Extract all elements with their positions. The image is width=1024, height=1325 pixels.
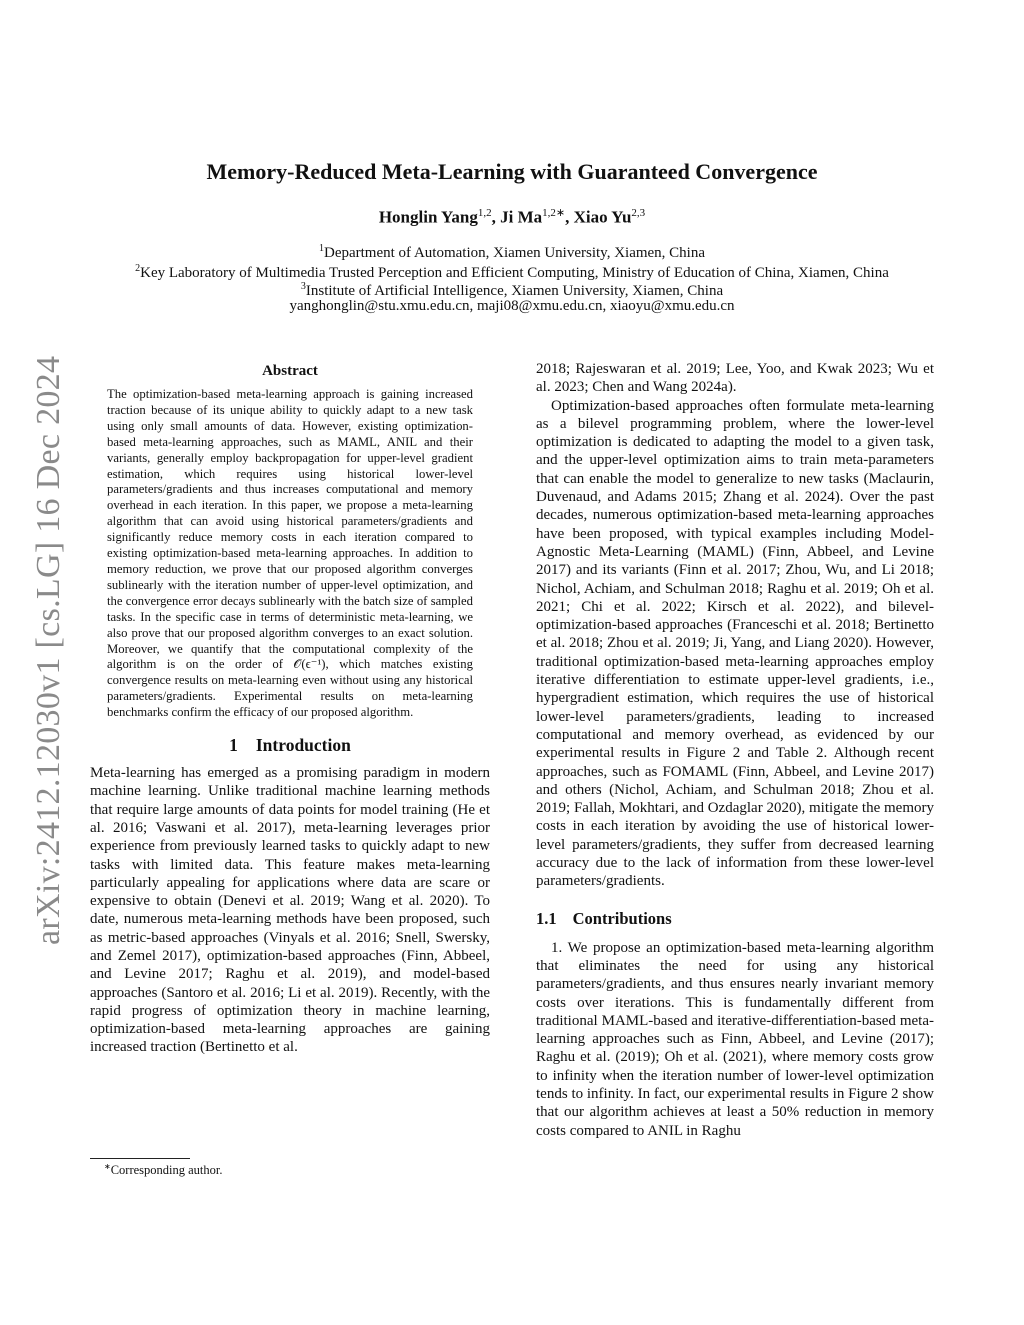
- introduction-paragraph-continued: 2018; Rajeswaran et al. 2019; Lee, Yoo, and Kwak 2023; Wu et al. 2023; Chen and Wang 2024a).: [536, 361, 934, 396]
- subsection-heading-contributions: [536, 909, 934, 929]
- affiliation-marker: 2: [135, 263, 141, 274]
- affiliation-marker: 1: [318, 243, 324, 254]
- author-separator: ,: [565, 207, 574, 227]
- author-affiliation-marker: 1,2∗: [542, 207, 566, 219]
- abstract-heading: Abstract: [262, 363, 318, 379]
- contribution-item: 1. We propose an optimization-based meta-learning algorithm that eliminates the need for using any historical parameters/gradients, and thus ensures nearly invariant memory costs over iterations. This is fundamentally different from traditional MAML-based and iterative-differentiation-based meta-learning approaches such as Finn, Abbeel, and Levine (2017); Raghu et al. (2019); Oh et al. (2021), where memory costs grow to infinity when the iteration number of lower-level optimization tends to infinity. In fact, our experimental results in Figure 2 show that our algorithm achieves at least a 50% reduction in memory costs compared to ANIL in Raghu: [536, 939, 934, 1139]
- affiliation-text: Key Laboratory of Multimedia Trusted Perception and Efficient Computing, Ministry of Education of China, Xiamen, China: [140, 265, 889, 281]
- author-affiliation-marker: 2,3: [631, 207, 646, 219]
- subsection-number: 1.1: [536, 908, 557, 928]
- section-heading-introduction: [90, 735, 490, 756]
- abstract-text: The optimization-based meta-learning approach is gaining increased traction because of its unique ability to quickly adapt to a new task using only small amounts of data. However, existing optimization-based meta-learning approaches, such as MAML, ANIL and their variants, generally employ backpropagation for upper-level gradient estimation, which requires using historical lower-level parameters/gradients and thus increases computational and memory overhead in each iteration. In this paper, we propose a meta-learning algorithm that can avoid using historical parameters/gradients and significantly reduce memory costs in each iteration compared to existing optimization-based meta-learning approaches. In addition to memory reduction, we prove that our proposed algorithm converges sublinearly with the iteration number of upper-level optimization, and the convergence error decays sublinearly with the batch size of sampled tasks. In the specific case in terms of deterministic meta-learning, we also prove that our proposed algorithm converges to an exact solution. Moreover, we quantify that the computational complexity of the algorithm is on the order of 𝒪(ϵ⁻¹), which matches existing convergence results on meta-learning even without using any historical parameters/gradients. Experimental results on meta-learning benchmarks confirm the efficacy of our proposed algorithm.: [107, 387, 473, 720]
- left-column: [90, 360, 490, 1057]
- author-name: Honglin Yang: [378, 207, 478, 227]
- section-title: Introduction: [255, 735, 351, 756]
- paper-title: Memory-Reduced Meta-Learning with Guaranteed Convergence: [206, 159, 818, 184]
- section-number: 1: [229, 735, 238, 756]
- author-name: Ji Ma: [500, 207, 543, 227]
- footnote-divider: [90, 1158, 190, 1159]
- author-list: [0, 206, 1024, 228]
- author-affiliation-marker: 1,2: [477, 207, 492, 219]
- author-separator: ,: [491, 207, 501, 227]
- author-emails: yanghonglin@stu.xmu.edu.cn, maji08@xmu.edu.cn, xiaoyu@xmu.edu.cn: [289, 298, 735, 314]
- right-column: [536, 360, 934, 1140]
- footnote: [104, 1162, 223, 1178]
- footnote-text: Corresponding author.: [110, 1163, 223, 1178]
- subsection-title: Contributions: [572, 908, 672, 928]
- footnote-marker: ∗: [104, 1162, 111, 1171]
- affiliation-text: Department of Automation, Xiamen University, Xiamen, China: [323, 245, 706, 261]
- affiliation-text: Institute of Artificial Intelligence, Xiamen University, Xiamen, China: [305, 283, 724, 299]
- introduction-paragraph: Meta-learning has emerged as a promising paradigm in modern machine learning. Unlike traditional machine learning methods that require large amounts of data points for model training (He et al. 2016; Vaswani et al. 2017), meta-learning leverages prior experience from previously learned tasks to quickly adapt to new tasks with limited data. This feature makes meta-learning particularly appealing for applications where data are scare or expensive to obtain (Denevi et al. 2019; Wang et al. 2020). To date, numerous meta-learning methods have been proposed, such as metric-based approaches (Vinyals et al. 2016; Snell, Swersky, and Zemel 2017), optimization-based approaches (Finn, Abbeel, and Levine 2017; Raghu et al. 2019), and model-based approaches (Santoro et al. 2016; Li et al. 2019). Recently, with the rapid progress of optimization theory in machine learning, optimization-based meta-learning approaches are gaining increased traction (Bertinetto et al.: [90, 765, 490, 1056]
- introduction-paragraph: Optimization-based approaches often formulate meta-learning as a bilevel programming problem, where the lower-level optimization is dedicated to adapting the model to a given task, and the upper-level optimization aims to train meta-parameters that can enable the model to generalize to new tasks (Maclaurin, Duvenaud, and Adams 2015; Zhang et al. 2024). Over the past decades, numerous optimization-based meta-learning approaches have been proposed, with typical examples including Model-Agnostic Meta-Learning (MAML) (Finn, Abbeel, and Levine 2017) and its variants (Finn et al. 2017; Zhou, Wu, and Li 2018; Nichol, Achiam, and Schulman 2018; Raghu et al. 2019; Oh et al. 2021; Chi et al. 2022; Kirsch et al. 2022), and bilevel-optimization-based approaches (Franceschi et al. 2018; Bertinetto et al. 2018; Zhou et al. 2019; Ji, Yang, and Liang 2020). However, traditional optimization-based meta-learning approaches employ iterative differentiation to estimate upper-level gradients, i.e., hypergradient estimation, which requires the use of historical lower-level parameters/gradients, leading to increased computational and memory overhead, as evidenced by our experimental results in Figure 2 and Table 2. Although recent approaches, such as FOMAML (Finn, Abbeel, and Levine 2017) and others (Nichol, Achiam, and Schulman 2018; Zhou et al. 2019; Fallah, Mokhtari, and Ozdaglar 2020), mitigate the memory costs in each iteration by avoiding the use of historical lower-level parameters/gradients, they suffer from decreased learning accuracy due to the lack of information from these lower-level parameters/gradients.: [536, 397, 934, 890]
- affiliation-marker: 3: [300, 281, 306, 292]
- author-name: Xiao Yu: [573, 207, 632, 227]
- arxiv-identifier: arXiv:2412.12030v1 [cs.LG] 16 Dec 2024: [30, 355, 67, 945]
